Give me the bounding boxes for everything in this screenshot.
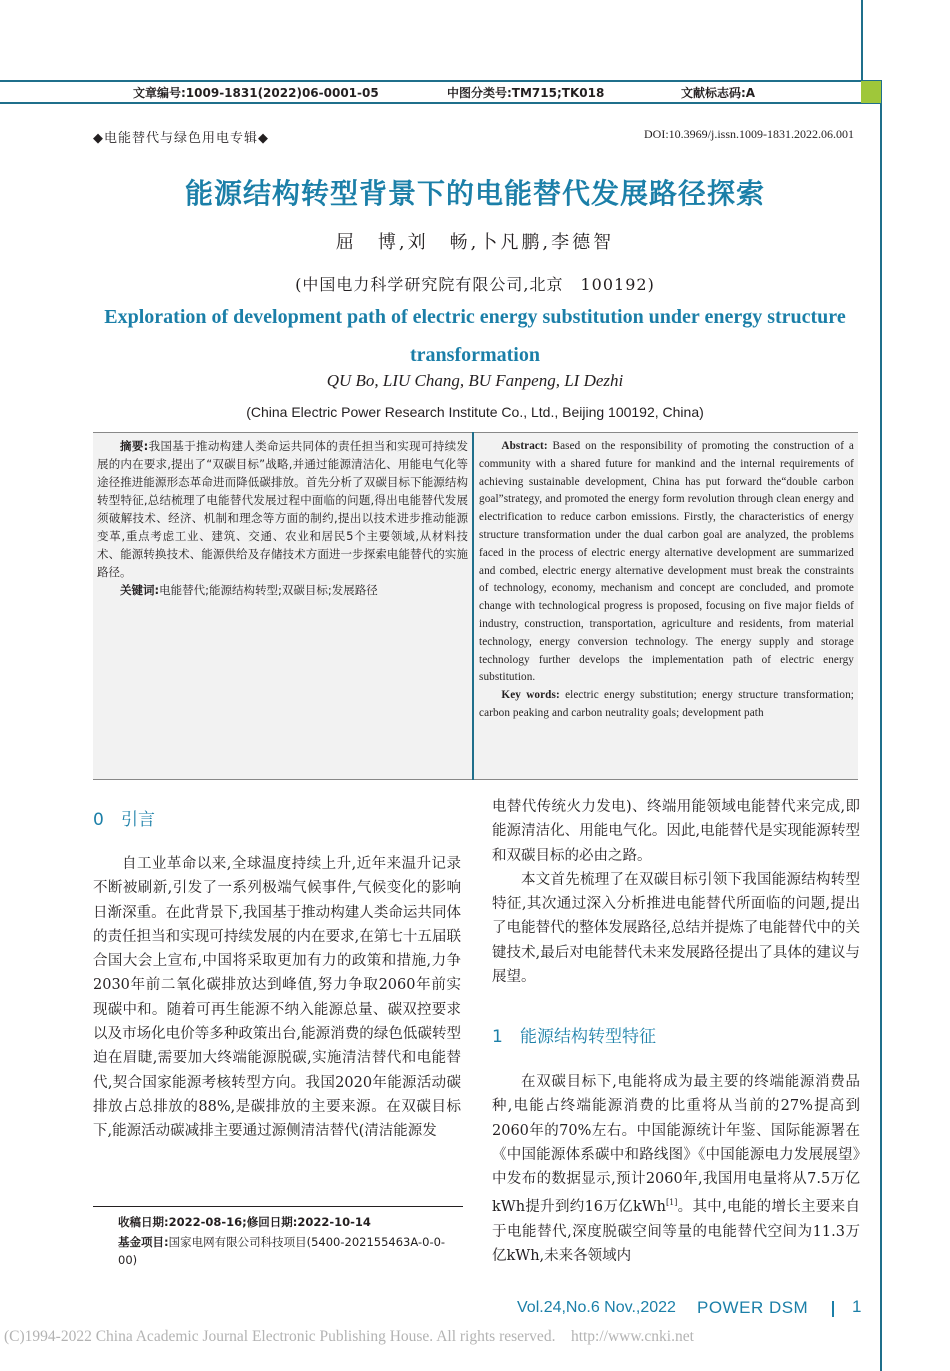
section-title: 引言 (121, 810, 155, 830)
frame-line-vertical (861, 0, 863, 81)
article-number: 文章编号:1009-1831(2022)06-0001-05 (133, 86, 379, 100)
frame-line-bottom (0, 102, 882, 104)
affiliation-chinese: (中国电力科学研究院有限公司,北京 100192) (295, 275, 655, 294)
abstract-english (474, 432, 858, 780)
fund-info (118, 1233, 458, 1269)
section1-paragraph: 在双碳目标下,电能将成为最主要的终端能源消费品种,电能占终端能源消费的比重将从当前的27%提高到2060年的70%左右。中国能源统计年鉴、国际能源署在《中国能源体系碳中和路线图》《中国能源电力发展展望》中发布的数据显示,预计2060年,我国用电量将从7.5万亿kWh提升到约16万亿kWh[1]。其中,电能的增长主要来自于电能替代,深度脱碳空间等量的电能替代空间为11.3万亿kWh,未来各领域内 (492, 1074, 860, 1264)
footer-journal: POWER DSM (697, 1298, 809, 1317)
footer-issue: Vol.24,No.6 Nov.,2022 (517, 1299, 676, 1316)
fund-label: 基金项目: (118, 1235, 169, 1249)
footnote-divider (93, 1206, 463, 1207)
abstract-chinese (93, 432, 472, 780)
corner-block (861, 81, 881, 103)
abstract-text-en: Based on the responsibility of promoting the construction of a community with a shared future for mankind and the internal requirements of achieving sustainable development, China has put forward the“double carbon goal”strategy, and promoted the energy form revolution through clean energy and electrification to reduce carbon emissions. Firstly, the characteristics of energy structure transformation under the dual carbon goal are analyzed, the problems faced in the process of electric energy alternative development are summarized and combed, electric energy alternative development must break the constraints of technology, economy, mechanism and concept are concluded, and promote change with technological progress is proposed, focusing on five major fields of industry, construction, transportation, agriculture and residents, from material technology, energy conversion technology. The energy supply and storage technology further develops the implementation path of electric energy substitution. (479, 440, 854, 684)
column-tag: ◆电能替代与绿色用电专辑◆ (93, 131, 269, 146)
keywords-text: 电能替代;能源结构转型;双碳目标;发展路径 (159, 583, 378, 597)
section-number: 0 (93, 810, 104, 830)
affiliation-english: (China Electric Power Research Institute Co., Ltd., Beijing 100192, China) (246, 404, 704, 420)
fund-text: 国家电网有限公司科技项目(5400-202155463A-0-0-00) (118, 1235, 446, 1267)
body-column-right (492, 795, 860, 989)
intro-paragraph: 自工业革命以来,全球温度持续上升,近年来温升记录不断被刷新,引发了一系列极端气候事件,气候变化的影响日渐深重。在此背景下,我国基于推动构建人类命运共同体的责任担当和实现可持续发展的内在要求,在第七十五届联合国大会上宣布,中国将采取更加有力的政策和措施,力争2030年前二氧化碳排放达到峰值,努力争取2060年前实现碳中和。随着可再生能源不纳入能源总量、碳双控要求以及市场化电价等多种政策出台,能源消费的绿色低碳转型迫在眉睫,需要加大终端能源脱碳,实施清洁替代和电能替代,契合国家能源考核转型方向。我国2020年能源活动碳排放占总排放的88%,是碳排放的主要来源。在双碳目标下,能源活动碳减排主要通过源侧清洁替代(清洁能源发 (93, 856, 461, 1140)
keywords-label-en: Key words: (501, 689, 560, 702)
authors-chinese: 屈 博,刘 畅,卜凡鹏,李德智 (335, 232, 615, 253)
section-title: 能源结构转型特征 (520, 1027, 656, 1047)
footer-separator (832, 1301, 834, 1317)
meta-bar (0, 82, 860, 102)
authors-english: QU Bo, LIU Chang, BU Fanpeng, LI Dezhi (326, 371, 624, 390)
copyright-watermark: (C)1994-2022 China Academic Journal Electronic Publishing House. All rights reserved. http://www.cnki.net (4, 1328, 694, 1345)
abstract-text: 我国基于推动构建人类命运共同体的责任担当和实现可持续发展的内在要求,提出了“双碳目标”战略,并通过能源清洁化、用能电气化等途径推进能源形态革命进而降低碳排放。首先分析了双碳目标下能源结构转型特征,总结梳理了电能替代发展过程中面临的问题,得出电能替代发展须破解技术、经济、机制和理念等方面的制约,提出以技术进步推动能源变革,重点考虑工业、建筑、交通、农业和居民5个主要领域,从材料技术、能源转换技术、能源供给及存储技术方面进一步探索电能替代的实施路径。 (97, 439, 468, 579)
section-number: 1 (492, 1027, 503, 1047)
doc-code: 文献标志码:A (681, 86, 756, 100)
title-english: Exploration of development path of electric energy substitution under energy structure transformation (104, 306, 846, 366)
class-number: 中图分类号:TM715;TK018 (447, 86, 605, 100)
body-column-left (93, 852, 461, 1144)
received-dates: 收稿日期:2022-08-16;修回日期:2022-10-14 (118, 1215, 371, 1229)
abstract-label: 摘要: (120, 439, 149, 453)
keywords-text-en: electric energy substitution; energy structure transformation; carbon peaking and carbon neutrality goals; development path (479, 689, 854, 719)
section-heading-1 (492, 1022, 656, 1047)
page-number: 1 (852, 1297, 862, 1316)
intro-paragraph-2: 本文首先梳理了在双碳目标引领下我国能源结构转型特征,其次通过深入分析推进电能替代所面临的问题,提出了电能替代的整体发展路径,总结并提炼了电能替代中的关键技术,最后对电能替代未来发展路径提出了具体的建议与展望。 (492, 871, 860, 986)
section1-body (492, 1070, 860, 1268)
citation-ref[interactable]: [1] (666, 1198, 678, 1208)
doi-link[interactable]: DOI:10.3969/j.issn.1009-1831.2022.06.001 (644, 127, 854, 141)
intro-paragraph-continued: 电替代传统火力发电)、终端用能领域电能替代来完成,即能源清洁化、用能电气化。因此,电能替代是实现能源转型和双碳目标的必由之路。 (492, 799, 860, 864)
title-chinese: 能源结构转型背景下的电能替代发展路径探索 (184, 177, 765, 210)
section-heading-intro (93, 805, 155, 830)
keywords-label: 关键词: (120, 583, 160, 597)
abstract-label-en: Abstract: (501, 440, 548, 452)
